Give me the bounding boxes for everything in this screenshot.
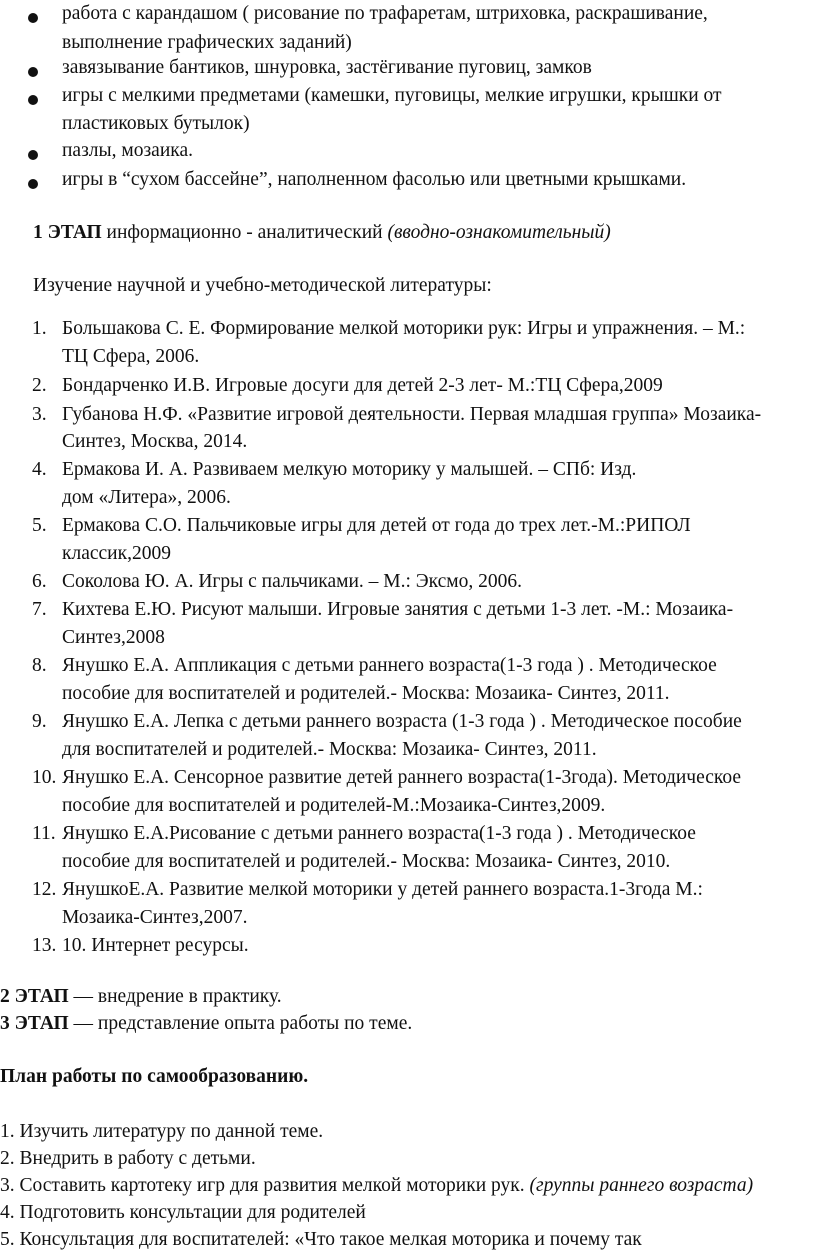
plan-item: 5. Консультация для воспитателей: «Что такое мелкая моторика и почему так	[0, 1229, 642, 1250]
list-item: классик,2009	[62, 543, 171, 564]
list-number: 5.	[32, 515, 47, 536]
list-number: 11.	[32, 823, 56, 844]
list-item: пособие для воспитателей и родителей.- Москва: Мозаика- Синтез, 2010.	[62, 851, 671, 872]
stage-3-line: 3 ЭТАП — представление опыта работы по теме.	[0, 1013, 413, 1034]
bullet-line: игры с мелкими предметами (камешки, пуговицы, мелкие игрушки, крышки от	[62, 85, 722, 106]
bullet-line: игры в “сухом бассейне”, наполненном фасолью или цветными крышками.	[62, 169, 687, 190]
list-number: 13.	[32, 935, 57, 956]
plan-item: 2. Внедрить в работу с детьми.	[0, 1148, 256, 1169]
bullet-line: выполнение графических заданий)	[62, 32, 352, 53]
list-item: Янушко Е.А. Аппликация с детьми раннего возраста(1-3 года ) . Методическое	[62, 655, 717, 676]
bullet-line: работа с карандашом ( рисование по трафаретам, штриховка, раскрашивание,	[62, 3, 708, 24]
list-item: Соколова Ю. А. Игры с пальчиками. – М.: Эксмо, 2006.	[62, 571, 523, 592]
list-item: Кихтева Е.Ю. Рисуют малыши. Игровые занятия с детьми 1-3 лет. -М.: Мозаика-	[62, 599, 734, 620]
list-item: дом «Литера», 2006.	[62, 487, 231, 508]
bullet-icon	[28, 179, 38, 189]
list-item: Ермакова И. А. Развиваем мелкую моторику у малышей. – СПб: Изд.	[62, 459, 637, 480]
list-number: 7.	[32, 599, 47, 620]
bullet-line: завязывание бантиков, шнуровка, застёгивание пуговиц, замков	[62, 57, 592, 78]
list-number: 10.	[32, 767, 57, 788]
plan-item: 3. Составить картотеку игр для развития мелкой моторики рук. (группы раннего возраста)	[0, 1175, 754, 1196]
list-item: ТЦ Сфера, 2006.	[62, 346, 200, 367]
list-item: пособие для воспитателей и родителей-М.:Мозаика-Синтез,2009.	[62, 795, 606, 816]
plan-title: План работы по самообразованию.	[0, 1066, 309, 1087]
list-item: Бондарченко И.В. Игровые досуги для детей 2-3 лет- М.:ТЦ Сфера,2009	[62, 375, 663, 396]
list-number: 8.	[32, 655, 47, 676]
stage-1-heading: 1 ЭТАП информационно - аналитический (вводно-ознакомительный)	[33, 222, 611, 243]
bullet-icon	[28, 95, 38, 105]
list-item: ЯнушкоЕ.А. Развитие мелкой моторики у детей раннего возраста.1-3года М.:	[62, 879, 703, 900]
list-item: Мозаика-Синтез,2007.	[62, 907, 248, 928]
list-item: Янушко Е.А. Лепка с детьми раннего возраста (1-3 года ) . Методическое пособие	[62, 711, 742, 732]
list-number: 9.	[32, 711, 47, 732]
list-number: 6.	[32, 571, 47, 592]
bullet-icon	[28, 150, 38, 160]
study-intro: Изучение научной и учебно-методической литературы:	[33, 275, 492, 296]
bullet-icon	[28, 67, 38, 77]
list-item: пособие для воспитателей и родителей.- Москва: Мозаика- Синтез, 2011.	[62, 683, 670, 704]
bullet-line: пластиковых бутылок)	[62, 113, 250, 134]
bullet-icon	[28, 13, 38, 23]
list-number: 4.	[32, 459, 47, 480]
list-item: Янушко Е.А.Рисование с детьми раннего возраста(1-3 года ) . Методическое	[62, 823, 696, 844]
list-item: 10. Интернет ресурсы.	[62, 935, 249, 956]
stage-2-line: 2 ЭТАП — внедрение в практику.	[0, 986, 282, 1007]
list-item: Янушко Е.А. Сенсорное развитие детей раннего возраста(1-3года). Методическое	[62, 767, 742, 788]
list-item: Большакова С. Е. Формирование мелкой моторики рук: Игры и упражнения. – М.:	[62, 318, 746, 339]
list-item: для воспитателей и родителей.- Москва: Мозаика- Синтез, 2011.	[62, 739, 597, 760]
plan-item: 1. Изучить литературу по данной теме.	[0, 1121, 324, 1142]
list-number: 2.	[32, 375, 47, 396]
list-item: Губанова Н.Ф. «Развитие игровой деятельности. Первая младшая группа» Мозаика-	[62, 404, 762, 425]
list-number: 12.	[32, 879, 57, 900]
plan-item: 4. Подготовить консультации для родителей	[0, 1202, 366, 1223]
list-item: Синтез,2008	[62, 627, 165, 648]
list-number: 1.	[32, 318, 47, 339]
list-number: 3.	[32, 404, 47, 425]
bullet-line: пазлы, мозаика.	[62, 140, 193, 161]
list-item: Синтез, Москва, 2014.	[62, 431, 248, 452]
list-item: Ермакова С.О. Пальчиковые игры для детей от года до трех лет.-М.:РИПОЛ	[62, 515, 691, 536]
